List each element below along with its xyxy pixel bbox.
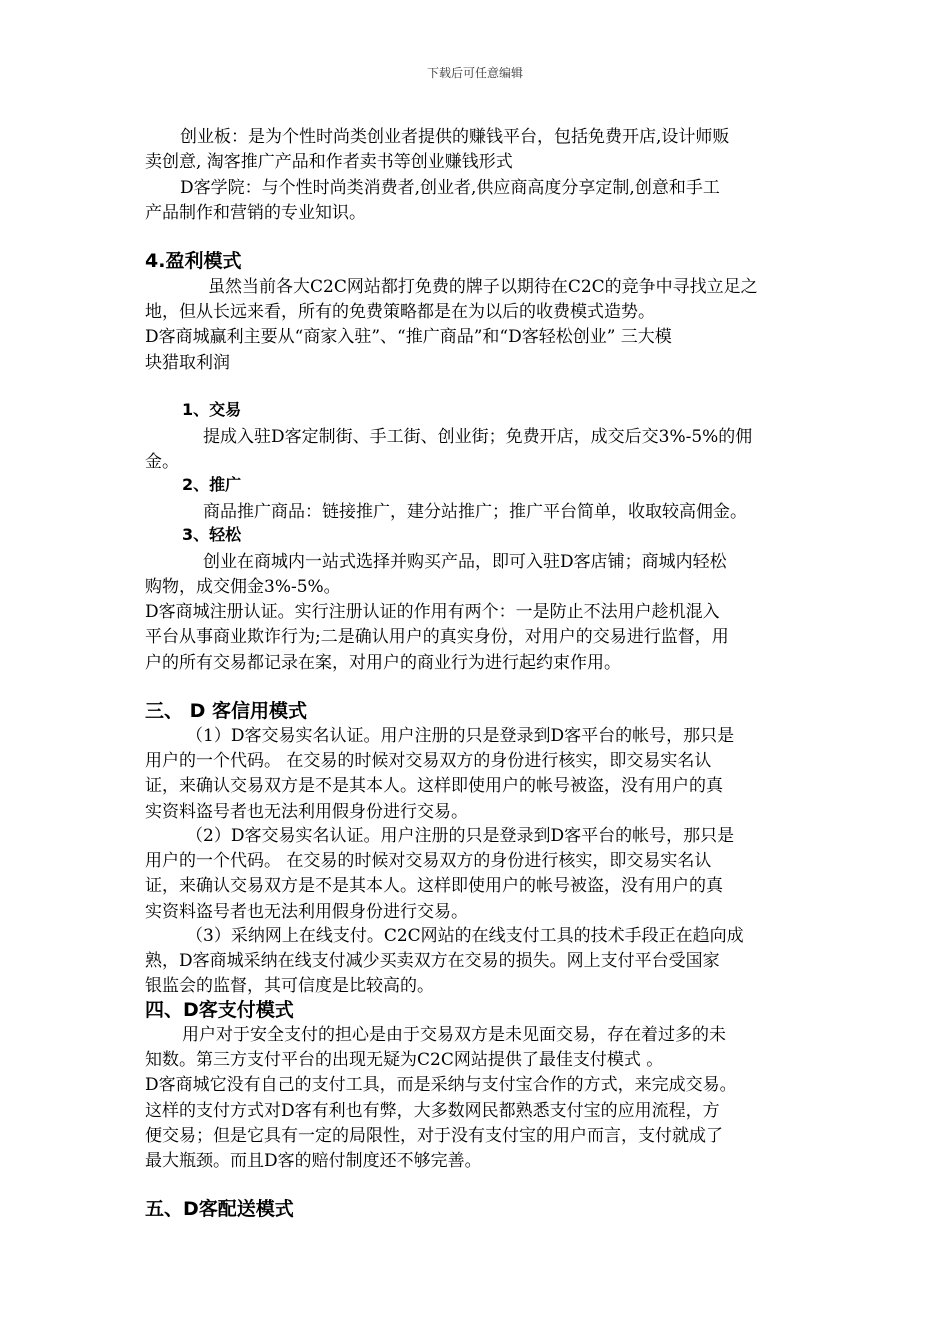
paragraph-line: 商品推广商品：链接推广，建分站推广；推广平台简单，收取较高佣金。: [203, 502, 747, 522]
paragraph-line: 用户的一个代码。 在交易的时候对交易双方的身份进行核实，即交易实名认: [145, 851, 712, 871]
paragraph-line: 户的所有交易都记录在案，对用户的商业行为进行起约束作用。: [145, 653, 621, 673]
paragraph-line: 产品制作和营销的专业知识。: [145, 203, 366, 223]
section-heading: 四、D客支付模式: [145, 999, 294, 1021]
paragraph-line: 地，但从长远来看，所有的免费策略都是在为以后的收费模式造势。: [145, 302, 655, 322]
paragraph-line: D客商城注册认证。实行注册认证的作用有两个：一是防止不法用户趁机混入: [145, 602, 720, 622]
paragraph-line: D客学院：与个性时尚类消费者,创业者,供应商高度分享定制,创意和手工: [180, 178, 720, 198]
paragraph-line: 熟，D客商城采纳在线支付减少买卖双方在交易的损失。网上支付平台受国家: [145, 951, 720, 971]
subheading-trade: 1、交易: [182, 400, 242, 419]
section-heading: 三、 D 客信用模式: [145, 700, 308, 722]
paragraph-line: 证，来确认交易双方是不是其本人。这样即使用户的帐号被盗，没有用户的真: [145, 776, 723, 796]
paragraph-line: D客商城赢利主要从“商家入驻”、“推广商品”和“D客轻松创业” 三大模: [145, 327, 672, 347]
section-heading: 五、D客配送模式: [145, 1198, 294, 1220]
subheading-promotion: 2、推广: [182, 475, 242, 494]
paragraph-line: 银监会的监督，其可信度是比较高的。: [145, 976, 434, 996]
paragraph-line: 用户的一个代码。 在交易的时候对交易双方的身份进行核实，即交易实名认: [145, 751, 712, 771]
paragraph-line: 虽然当前各大C2C网站都打免费的牌子以期待在C2C的竞争中寻找立足之: [208, 277, 758, 297]
paragraph-line: 实资料盗号者也无法利用假身份进行交易。: [145, 802, 468, 822]
paragraph-line: 证，来确认交易双方是不是其本人。这样即使用户的帐号被盗，没有用户的真: [145, 876, 723, 896]
paragraph-line: （2）D客交易实名认证。用户注册的只是登录到D客平台的帐号，那只是: [186, 826, 735, 846]
subheading-easy: 3、轻松: [182, 525, 242, 544]
paragraph-line: 创业板：是为个性时尚类创业者提供的赚钱平台，包括免费开店,设计师贩: [180, 127, 730, 147]
paragraph-line: 提成入驻D客定制街、手工街、创业街；免费开店，成交后交3%-5%的佣: [203, 427, 753, 447]
paragraph-line: 购物，成交佣金3%-5%。: [145, 577, 341, 597]
paragraph-line: 创业在商城内一站式选择并购买产品，即可入驻D客店铺；商城内轻松: [203, 552, 727, 572]
paragraph-line: 块猎取利润: [145, 353, 230, 373]
paragraph-line: 用户对于安全支付的担心是由于交易双方是未见面交易，存在着过多的未: [182, 1025, 726, 1045]
paragraph-line: 这样的支付方式对D客有利也有弊，大多数网民都熟悉支付宝的应用流程，方: [145, 1101, 720, 1121]
paragraph-line: D客商城它没有自己的支付工具，而是采纳与支付宝合作的方式，来完成交易。: [145, 1075, 737, 1095]
paragraph-line: （1）D客交易实名认证。用户注册的只是登录到D客平台的帐号，那只是: [186, 726, 735, 746]
section-heading: 4.盈利模式: [145, 250, 242, 272]
paragraph-line: 便交易；但是它具有一定的局限性，对于没有支付宝的用户而言，支付就成了: [145, 1126, 723, 1146]
paragraph-line: 平台从事商业欺诈行为;二是确认用户的真实身份，对用户的交易进行监督，用: [145, 627, 729, 647]
paragraph-line: 卖创意, 淘客推广产品和作者卖书等创业赚钱形式: [145, 152, 513, 172]
paragraph-line: 知数。第三方支付平台的出现无疑为C2C网站提供了最佳支付模式 。: [145, 1050, 664, 1070]
paragraph-line: （3）采纳网上在线支付。C2C网站的在线支付工具的技术手段正在趋向成: [186, 926, 744, 946]
paragraph-line: 金。: [145, 452, 179, 472]
paragraph-line: 最大瓶颈。而且D客的赔付制度还不够完善。: [145, 1151, 482, 1171]
paragraph-line: 实资料盗号者也无法利用假身份进行交易。: [145, 902, 468, 922]
page-header: 下载后可任意编辑: [426, 66, 523, 80]
